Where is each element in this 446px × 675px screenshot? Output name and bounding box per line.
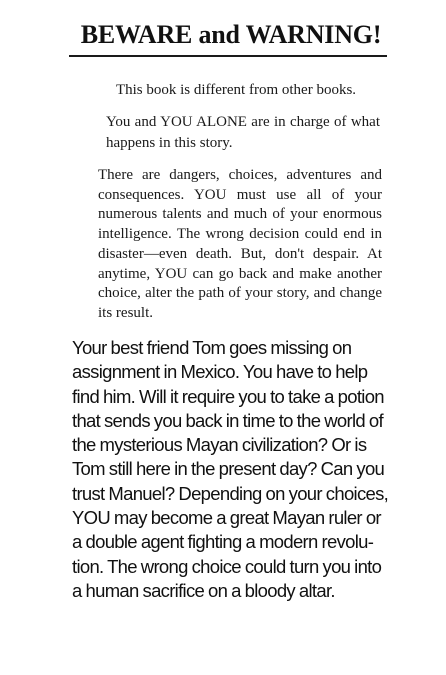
blurb-line: the mysterious Mayan civilization? Or is xyxy=(72,434,367,456)
blurb-line: YOU may become a great Mayan ruler or xyxy=(72,507,381,529)
blurb-line: tion. The wrong choice could turn you into xyxy=(72,555,382,577)
blurb-line: that sends you back in time to the world of xyxy=(72,409,383,431)
story-blurb xyxy=(72,336,389,603)
blurb-line: trust Manuel? Depending on your choices, xyxy=(72,482,389,504)
blurb-line: a double agent fighting a modern revolu- xyxy=(72,531,374,553)
intro-paragraph-2: You and YOU ALONE are in charge of what happens in this story. xyxy=(106,114,380,151)
title-underline xyxy=(69,55,387,57)
blurb-line: Your best friend Tom goes missing on xyxy=(72,337,352,358)
blurb-line: assignment in Mexico. You have to help xyxy=(72,361,368,383)
intro-paragraph-1: This book is different from other books. xyxy=(115,82,357,98)
blurb-line: find him. Will it require you to take a potion xyxy=(72,385,384,407)
page-title: BEWARE and WARNING! xyxy=(80,20,382,49)
blurb-line: Tom still here in the present day? Can you xyxy=(72,458,385,480)
intro-paragraph-3: There are dangers, choices, adventures and consequences. YOU must use all of your numerous talents and much of your enormous intelligence. The wrong decision could end in disaster—even death. But, don't despair. At anytime, YOU can go back and make another choice, alter the path of your story, and change its result. xyxy=(98,167,382,321)
blurb-line: a human sacrifice on a bloody altar. xyxy=(72,579,335,601)
